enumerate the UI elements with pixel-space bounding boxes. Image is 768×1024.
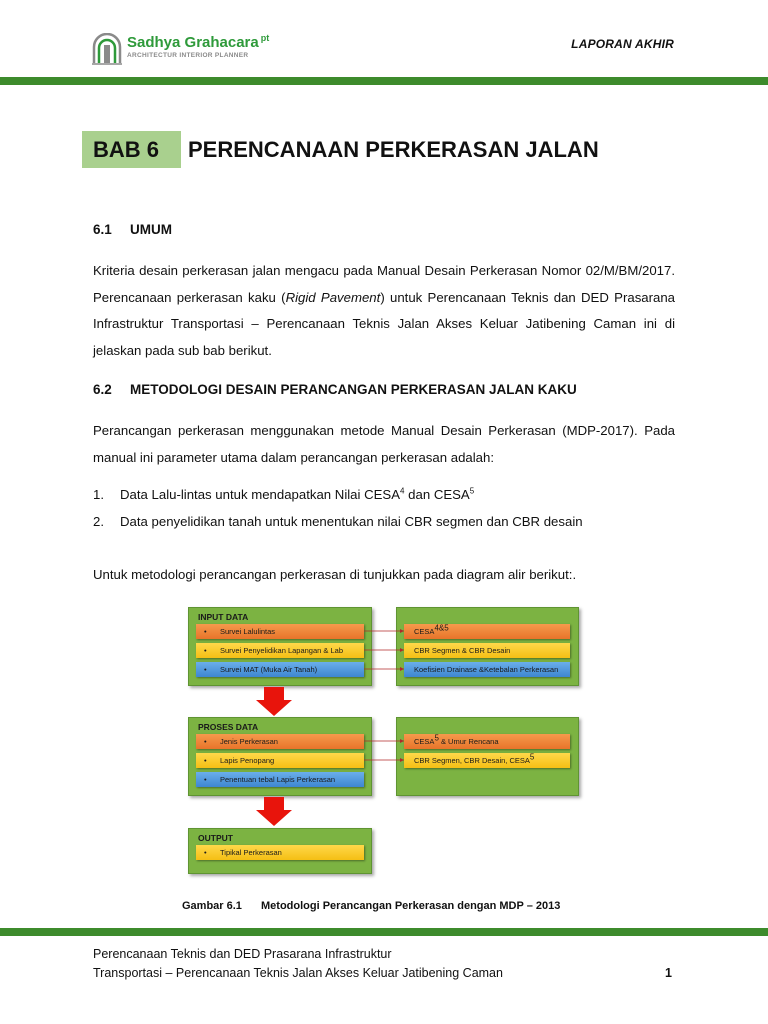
flow-diagram	[184, 600, 586, 882]
section-metodologi-paragraph: Perancangan perkerasan menggunakan metode Manual Desain Perkerasan (MDP-2017). Pada manual ini parameter utama dalam perancangan perkerasan adalah:	[93, 423, 675, 465]
list-item: 2. Data penyelidikan tanah untuk menentukan nilai CBR segmen dan CBR desain	[93, 514, 583, 529]
figure-label: Gambar 6.1	[182, 900, 242, 912]
header-rule	[0, 77, 768, 85]
flow-arrow-down	[256, 687, 292, 716]
process-data-title: PROSES DATA	[198, 722, 259, 732]
process-result-item: CESA$^5$ & Umur Rencana	[404, 734, 570, 749]
logo-name: Sadhya Grahacara $^{pt}$	[127, 33, 270, 51]
company-logo	[92, 33, 270, 65]
input-item: • Survei MAT (Muka Air Tanah)	[196, 662, 364, 677]
section-heading-metodologi: 6.2 METODOLOGI DESAIN PERANCANGAN PERKERASAN JALAN KAKU	[93, 382, 577, 397]
list-item: 1. Data Lalu-lintas untuk mendapatkan Nilai CESA$^4$ dan CESA$^5$	[93, 486, 475, 502]
input-item: • Survei Lalulintas	[196, 624, 364, 639]
figure-caption: Metodologi Perancangan Perkerasan dengan MDP – 2013	[261, 900, 561, 912]
connector-arrowhead	[400, 629, 404, 633]
connector-arrowhead	[400, 648, 404, 652]
report-label: LAPORAN AKHIR	[571, 37, 674, 51]
connector-arrowhead	[400, 758, 404, 762]
footer-title-line-1: Perencanaan Teknis dan DED Prasarana Infrastruktur	[93, 947, 392, 961]
chapter-title: PERENCANAAN PERKERASAN JALAN	[188, 137, 599, 162]
process-item: • Jenis Perkerasan	[196, 734, 364, 749]
input-item: • Survei Penyelidikan Lapangan & Lab	[196, 643, 364, 658]
section-heading-umum: 6.1 UMUM	[93, 222, 172, 237]
input-data-title: INPUT DATA	[198, 612, 249, 622]
footer-title-line-2: Transportasi – Perencanaan Teknis Jalan Akses Keluar Jatibening Caman	[93, 966, 503, 980]
section-umum-paragraph: Kriteria desain perkerasan jalan mengacu pada Manual Desain Perkerasan Nomor 02/M/BM/2017. Perencanaan perkerasan kaku (Rigid Pavement) untuk Perencanaan Teknis dan DED Prasarana Infrastruktur Transportasi – Perencanaan Teknis Jalan Akses Keluar Jatibening Caman ini di jelaskan pada sub bab berikut.	[93, 263, 676, 358]
input-result-item: $CESA^{4\&5}$	[404, 624, 570, 639]
diagram-connectors	[184, 600, 586, 882]
input-result-item: Koefisien Drainase &Ketebalan Perkerasan	[404, 662, 570, 677]
flow-arrow-down	[256, 797, 292, 826]
connector-arrowhead	[400, 667, 404, 671]
process-result-item: CBR Segmen, CBR Desain, CESA$^5$	[404, 753, 570, 768]
diagram-intro-text: Untuk metodologi perancangan perkerasan di tunjukkan pada diagram alir berikut:.	[93, 567, 577, 582]
building-logo-icon	[92, 33, 122, 65]
output-item: • Tipikal Perkerasan	[196, 845, 364, 860]
process-item: • Penentuan tebal Lapis Perkerasan	[196, 772, 364, 787]
page-number: 1	[665, 966, 672, 980]
input-result-item: CBR Segmen & CBR Desain	[404, 643, 570, 658]
process-item: • Lapis Penopang	[196, 753, 364, 768]
output-title: OUTPUT	[198, 833, 233, 843]
logo-tagline: ARCHITECTUR INTERIOR PLANNER	[127, 52, 249, 59]
connector-arrowhead	[400, 739, 404, 743]
chapter-number: BAB 6	[93, 137, 160, 162]
footer-rule	[0, 928, 768, 936]
